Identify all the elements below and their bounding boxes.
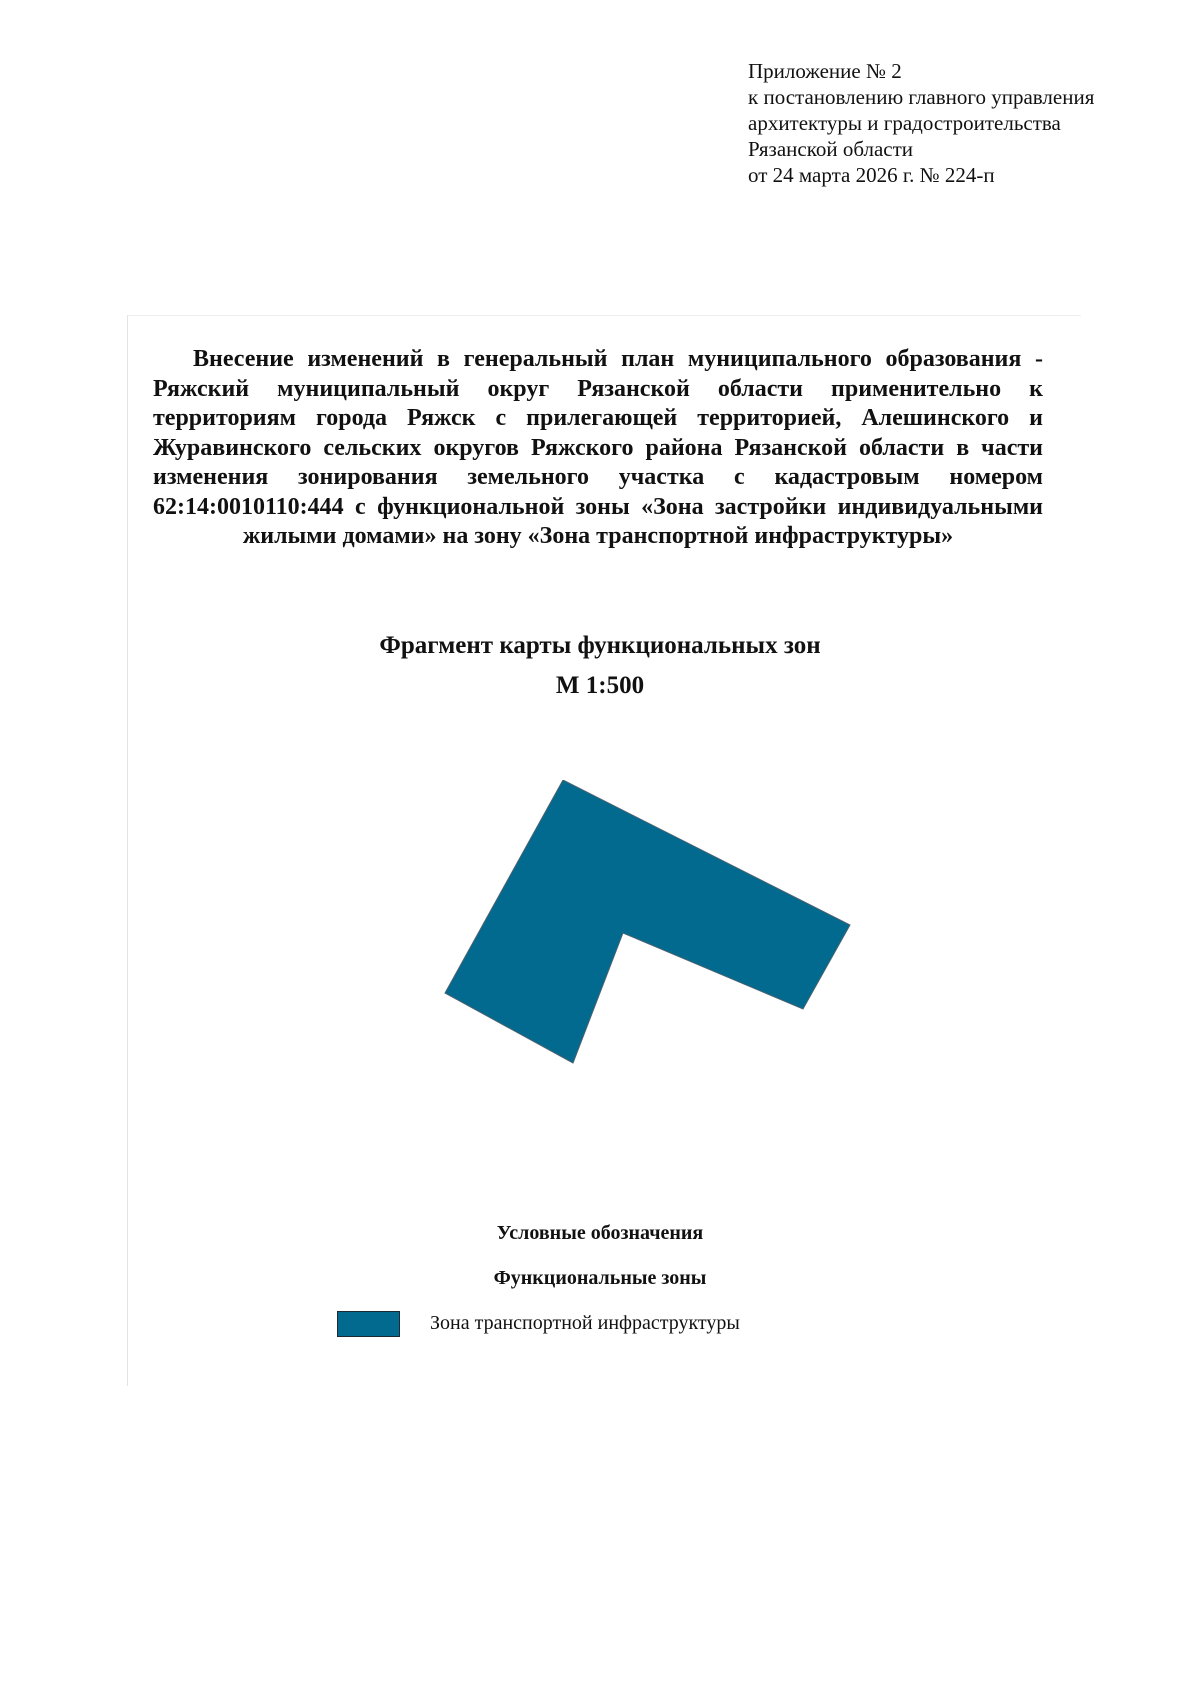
transport-infrastructure-zone-polygon: [445, 780, 850, 1063]
document-title: Внесение изменений в генеральный план муниципального образования - Ряжский муниципальный округ Рязанской области применительно к территориям города Ряжск с прилегающей территорией, Алешинского и Журавинского сельских округов Ряжского района Рязанской области в части изменения зонирования земельного участка с кадастровым номером 62:14:0010110:444 с функциональной зоны «Зона застройки индивидуальными жилыми домами» на зону «Зона транспортной инфраструктуры»: [153, 346, 1043, 549]
appendix-line: архитектуры и градостроительства: [748, 111, 1061, 135]
appendix-line: к постановлению главного управления: [748, 85, 1095, 109]
appendix-block: [748, 58, 1094, 188]
legend-heading: Условные обозначения: [496, 1222, 704, 1244]
legend-label-transport-zone: Зона транспортной инфраструктуры: [430, 1312, 740, 1334]
legend-subheading: Функциональные зоны: [493, 1267, 707, 1289]
map-scale: М 1:500: [555, 672, 645, 699]
appendix-line: от 24 марта 2026 г. № 224-п: [748, 163, 995, 187]
appendix-line: Рязанской области: [748, 137, 914, 161]
appendix-line: Приложение № 2: [748, 59, 902, 83]
legend-swatch-transport-zone: [337, 1311, 400, 1337]
map-title: Фрагмент карты функциональных зон: [379, 632, 821, 659]
functional-zone-map: [430, 780, 860, 1080]
